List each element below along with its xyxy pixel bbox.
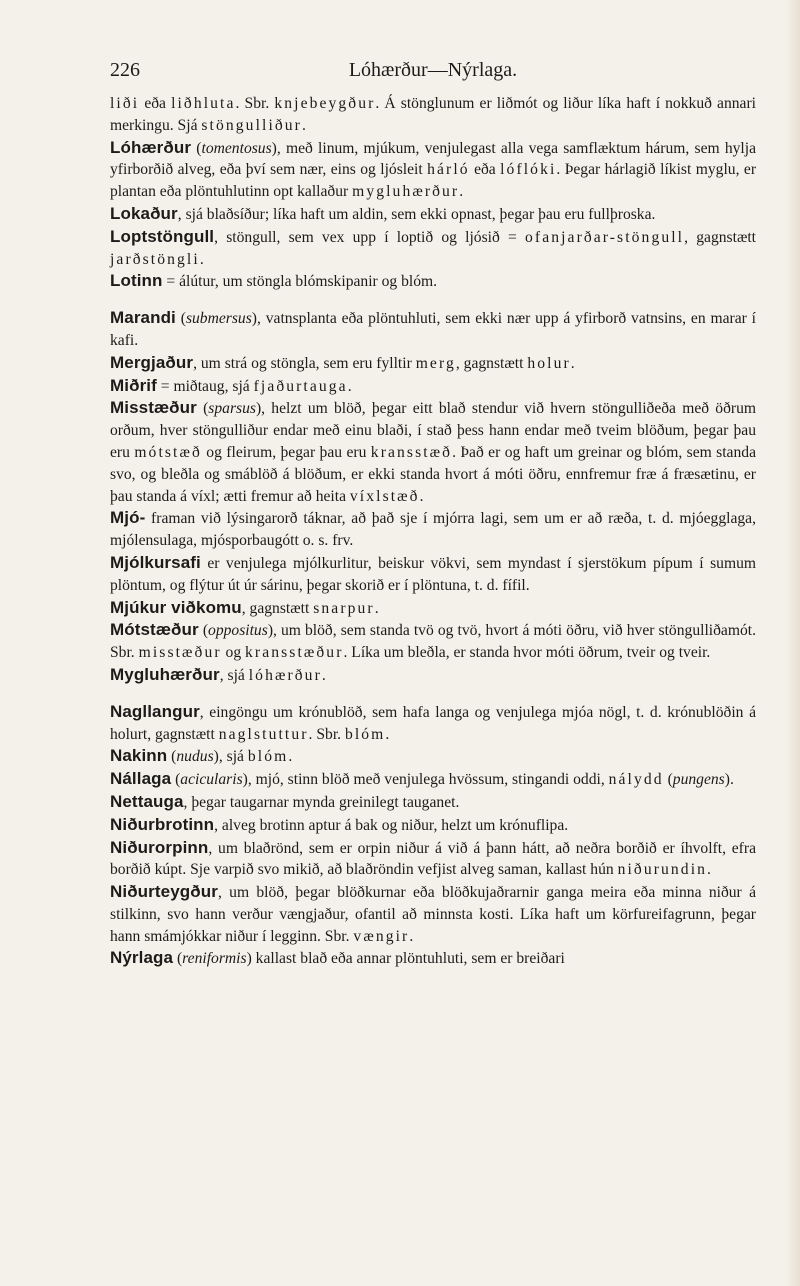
headword: Nállaga [110,769,172,789]
spaced-term: liði [110,95,140,112]
headword: Mergjaður [110,352,194,372]
spaced-term: kransstæð [370,443,453,461]
running-title: Lóhærður—Nýrlaga. [348,59,518,81]
headword: Lokaður [110,203,178,223]
entry-text: . [374,599,379,617]
dictionary-entry [110,947,756,970]
entry-block [110,701,756,971]
entry-text: . Það er og haft um greinar og blóm, sem standa svo, og bleðla og smáblöð á blöðum, er ekki standa hvort á móti öðru, ennfremur fræ á fræsætinu, er þau standa á víxl; ætti fremur að heita [110,443,756,505]
headword: Marandi [110,308,176,328]
headword: Mótstæður [110,620,199,640]
headword: Mjó- [110,508,146,528]
entry-text: ( [198,622,209,640]
entry-text: , sjá [219,666,249,684]
latin-term: nudus [176,748,214,766]
dictionary-entry [110,93,756,137]
latin-term: reniformis [182,950,247,968]
entry-text: . [301,116,306,134]
dictionary-entry [110,352,756,375]
spaced-term: mótstæð [134,443,202,461]
dictionary-entry [110,203,756,226]
entry-text: . [347,377,352,395]
spaced-term: kransstæður [245,644,344,662]
entry-text: , um strá og stöngla, sem eru fylltir [193,354,416,372]
entry-text: , stöngull, sem vex upp í loptið og ljósið = [214,228,526,246]
entry-text: . Sbr. [235,95,275,112]
headword: Mygluhærður [110,664,220,684]
latin-term: acicularis [180,771,243,789]
spaced-term: stöngulliður [201,116,302,134]
entry-text: ), vatnsplanta eða plöntuhluti, sem ekki nær upp á yfirborð vatnsins, en marar í kafi. [110,310,756,349]
dictionary-entry [110,137,756,203]
dictionary-content [110,93,756,970]
spaced-term: fjaðurtauga [253,377,348,395]
entry-text: , alveg brotinn aptur á bak og niður, helzt um krónuflipa. [214,816,569,834]
spaced-term: liðhluta [171,95,236,112]
headword: Nagllangur [110,701,200,721]
latin-term: oppositus [208,622,268,640]
entry-text: ( [196,400,209,418]
spaced-term: ofanjarðar-stöngull [525,228,685,246]
dictionary-entry [110,226,756,271]
headword: Miðrif [110,375,157,395]
headword: Niðurteygður [110,882,218,902]
dictionary-entry [110,397,756,507]
dictionary-entry [110,307,756,352]
latin-term: submersus [185,310,252,328]
entry-text: ), með linum, mjúkum, venjulegast alla vega samflæktum hárum, sem hylja yfirborðið alveg, eða því sem nær, eins og ljósleit [110,139,757,179]
dictionary-entry [110,552,756,597]
dictionary-entry [110,507,756,552]
latin-term: sparsus [208,400,256,418]
spaced-term: lóflóki [500,161,557,179]
entry-text: , gagnstætt [455,354,528,372]
dictionary-entry [110,701,756,746]
entry-text: ( [171,771,181,789]
headword: Lotinn [110,271,163,291]
spaced-term: lóhærður [248,666,322,684]
spaced-term: knjebeygður [274,95,376,112]
headword: Niðurorpinn [110,837,209,857]
dictionary-entry [110,791,756,814]
dictionary-entry [110,597,756,620]
dictionary-entry [110,745,756,768]
spaced-term: víxlstæð [349,487,420,505]
entry-text: eða [139,95,172,112]
spaced-term: nálydd [608,771,664,789]
entry-text: ), sjá [213,748,248,766]
entry-text: . Sbr. [308,725,345,743]
dictionary-entry [110,664,756,687]
dictionary-entry [110,814,756,837]
latin-term: tomentosus [201,139,272,157]
entry-text: , þegar taugarnar mynda greinilegt tauganet. [183,793,460,811]
entry-text: . Á stönglunum er liðmót og liður líka haft í nokkuð annari merkingu. Sjá [110,95,756,134]
entry-text: . [288,748,293,766]
entry-text: . [570,354,575,372]
entry-text: , eingöngu um krónublöð, sem hafa langa og venjulega mjóa nögl, t. d. krónublöðin á holurt, gagnstætt [110,703,756,743]
spaced-term: blóm [344,725,386,743]
entry-text: . [409,927,414,945]
entry-text: eða [469,161,501,179]
spaced-term: hárló [427,161,470,179]
headword: Loptstöngull [110,226,215,246]
entry-text: , gagnstætt [684,228,757,246]
entry-text: ). [724,771,734,789]
spaced-term: blóm [247,748,289,766]
spaced-term: naglstuttur [218,725,309,743]
headword: Mjólkursafi [110,552,201,572]
headword: Mjúkur viðkomu [110,597,242,617]
entry-text: ( [175,310,186,328]
entry-text: og [221,644,246,662]
entry-block [110,93,756,293]
entry-text: . [321,666,326,684]
dictionary-entry [110,270,756,293]
headword: Niðurbrotinn [110,814,215,834]
entry-text: . [419,487,424,505]
entry-text: ), helzt um blöð, þegar eitt blað stendur við hvern stöngulliðeða með öðrum orðum, hver stöngulliður endar með einu blaði, í stað þess hann endar með tveim blöðum, þegar þau eru [110,400,757,461]
entry-text: . Þegar hárlagið líkist myglu, er plantan eða plöntuhlutinn opt kallaður [110,161,757,201]
dictionary-entry [110,837,756,882]
entry-text: ) kallast blað eða annar plöntuhluti, sem er breiðari [246,950,565,968]
latin-term: pungens [672,771,725,789]
spaced-term: niðurundin [617,861,708,879]
entry-text: ( [173,950,183,968]
headword: Nakinn [110,746,168,766]
entry-text: , um blöð, þegar blöðkurnar eða blöðkujaðrarnir ganga meira eða minna niður á stilkinn, svo hann verður vængjaður, ofantil að minnsta kosti. Líka haft um körfureifagrunn, þegar hann smámjókkar niður í legginn. Sbr. [110,884,756,945]
entry-text: . [199,250,204,268]
page-header [110,58,756,82]
dictionary-entry [110,375,756,398]
entry-text: , um blaðrönd, sem er orpin niður á við á þann hátt, að neðra borðið er íhvolft, efra borðið kúpt. Sje varpið svo mikið, að blaðröndin vefjist alveg saman, kallast hún [110,839,756,879]
entry-text: er venjulega mjólkurlitur, beiskur vökvi, sem myndast í sjerstökum pípum í sumum plöntum, og flýtur út úr sárinu, þegar skorið er í plöntuna, t. d. fífil. [110,554,756,594]
entry-text: framan við lýsingarorð táknar, að það sje í mjórra lagi, sem um er að ræða, t. d. mjóegglaga, mjólensulaga, mjósporbaugótt o. s. frv. [110,510,756,550]
entry-text: ( [167,748,177,766]
entry-text: ), mjó, stinn blöð með venjulega hvössum, stingandi oddi, [242,771,609,789]
entry-text: , sjá blaðsíður; líka haft um aldin, sem ekki opnast, þegar þau eru fullþroska. [177,205,656,223]
spaced-term: misstæður [138,644,222,662]
entry-text: , gagnstætt [241,599,314,617]
dictionary-entry [110,619,756,664]
spaced-term: holur [527,354,571,372]
entry-text: ( [191,139,202,157]
entry-text: . Líka um bleðla, er standa hvor móti öðrum, tveir og tveir. [343,644,711,662]
entry-text: . [707,861,711,879]
headword: Misstæður [110,398,197,418]
spaced-term: mygluhærður [352,183,460,201]
spaced-term: snarpur [313,599,375,617]
dictionary-entry [110,881,756,947]
spaced-term: jarðstöngli [110,250,200,268]
entry-text: . [459,183,464,201]
spaced-term: vængir [353,927,410,945]
entry-text: ), um blöð, sem standa tvö og tvö, hvort á móti öðru, við hver stöngulliðamót. Sbr. [110,622,756,662]
headword: Lóhærður [110,137,192,157]
entry-block [110,307,756,687]
page-number: 226 [110,59,140,81]
page-edge-shadow [786,0,800,1286]
entry-text: ( [663,771,673,789]
headword: Nýrlaga [110,948,174,968]
entry-text: = álútur, um stöngla blómskipanir og blóm. [162,273,438,291]
entry-text: og fleirum, þegar þau eru [201,443,371,461]
spaced-term: merg [415,354,456,372]
entry-text: . [385,725,390,743]
headword: Nettauga [110,791,184,811]
dictionary-entry [110,768,756,791]
entry-text: = miðtaug, sjá [156,377,254,395]
